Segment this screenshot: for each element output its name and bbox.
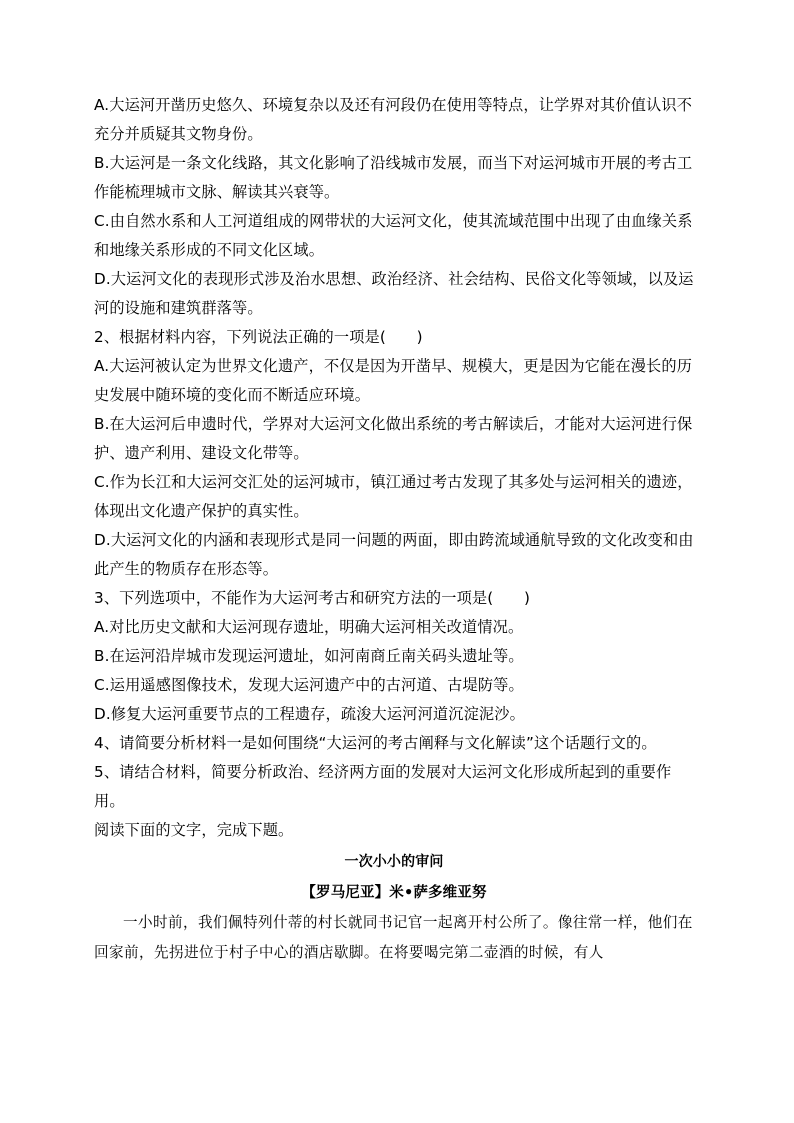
q2-option-c: C.作为长江和大运河交汇处的运河城市，镇江通过考古发现了其多处与运河相关的遗迹，体现出文化遗产保护的真实性。 <box>94 473 693 520</box>
passage-paragraph: 一小时前，我们佩特列什蒂的村长就同书记官一起离开村公所了。像往常一样，他们在回家前，先拐进位于村子中心的酒店歇脚。在将要喝完第二壶酒的时候，有人 <box>94 914 693 961</box>
q3-stem: 3、下列选项中，不能作为大运河考古和研究方法的一项是( ) <box>94 589 531 607</box>
reading-instruction: 阅读下面的文字，完成下题。 <box>94 821 294 839</box>
q2-option-b: B.在大运河后申遗时代，学界对大运河文化做出系统的考古解读后，才能对大运河进行保护、遗产利用、建设文化带等。 <box>94 415 693 462</box>
q4-stem: 4、请简要分析材料一是如何围绕“大运河的考古阐释与文化解读”这个话题行文的。 <box>94 734 657 752</box>
q3-option-d: D.修复大运河重要节点的工程遗存，疏浚大运河河道沉淀泥沙。 <box>94 705 525 723</box>
q1-option-c: C.由自然水系和人工河道组成的网带状的大运河文化，使其流域范围中出现了由血缘关系和地缘关系形成的不同文化区域。 <box>94 212 693 259</box>
q2-option-d: D.大运河文化的内涵和表现形式是同一问题的两面，即由跨流域通航导致的文化改变和由此产生的物质存在形态等。 <box>94 531 694 578</box>
q3-option-b: B.在运河沿岸城市发现运河遗址，如河南商丘南关码头遗址等。 <box>94 647 524 665</box>
q5-stem: 5、请结合材料，简要分析政治、经济两方面的发展对大运河文化形成所起到的重要作用。 <box>94 763 672 810</box>
q1-option-d: D.大运河文化的表现形式涉及治水思想、政治经济、社会结构、民俗文化等领域，以及运河的设施和建筑群落等。 <box>94 270 694 317</box>
q3-option-c: C.运用遥感图像技术，发现大运河遗产中的古河道、古堤防等。 <box>94 676 524 694</box>
q1-option-a: A.大运河开凿历史悠久、环境复杂以及还有河段仍在使用等特点，让学界对其价值认识不充分并质疑其文物身份。 <box>94 96 693 143</box>
q3-option-a: A.对比历史文献和大运河现存遗址，明确大运河相关改道情况。 <box>94 618 524 636</box>
q2-stem: 2、根据材料内容，下列说法正确的一项是( ) <box>94 328 423 346</box>
passage-title: 一次小小的审问 <box>344 854 444 870</box>
q2-option-a: A.大运河被认定为世界文化遗产，不仅是因为开凿早、规模大，更是因为它能在漫长的历史发展中随环境的变化而不断适应环境。 <box>94 357 693 404</box>
q1-option-b: B.大运河是一条文化线路，其文化影响了沿线城市发展，而当下对运河城市开展的考古工作能梳理城市文脉、解读其兴衰等。 <box>94 154 693 201</box>
document-body <box>94 91 694 967</box>
passage-author: 【罗马尼亚】米•萨多维亚努 <box>301 884 487 901</box>
